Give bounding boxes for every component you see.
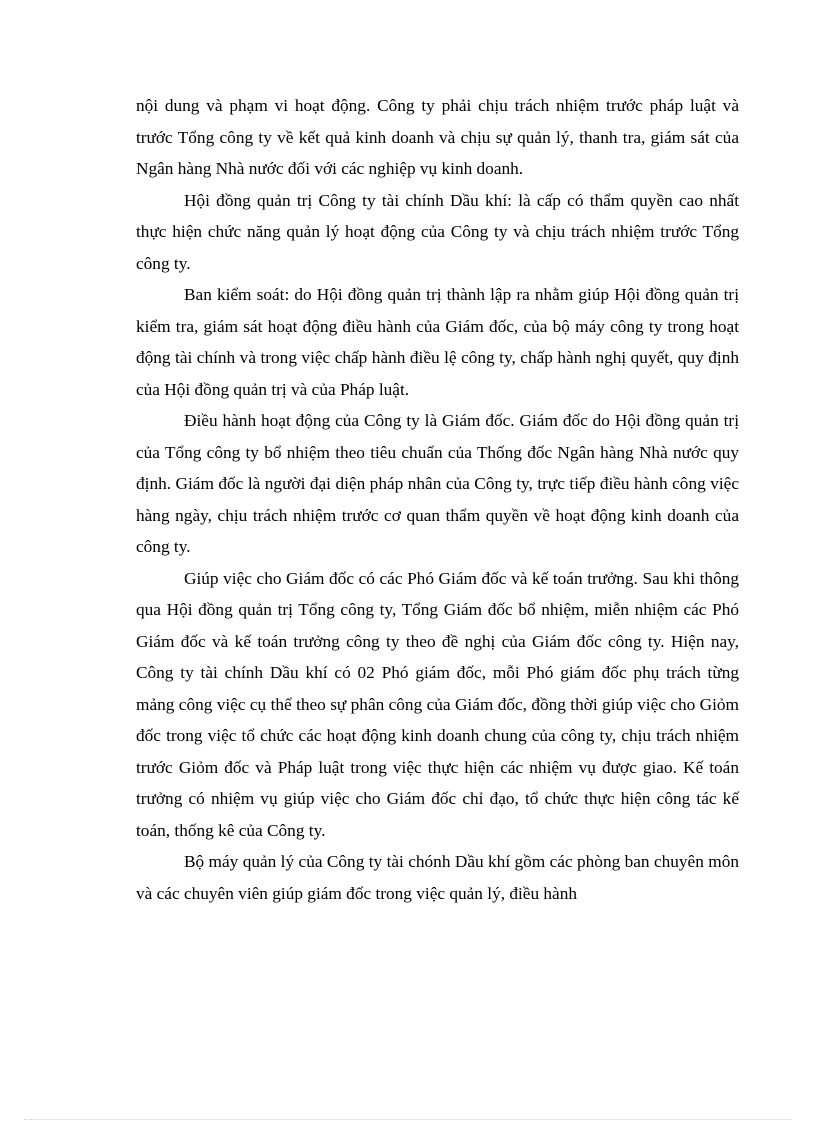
page-bottom-divider — [24, 1119, 792, 1120]
paragraph-management-apparatus: Bộ máy quản lý của Công ty tài chónh Dầu khí gồm các phòng ban chuyên môn và các chuyên viên giúp giám đốc trong việc quản lý, điều hành — [136, 852, 739, 903]
paragraph-director: Điều hành hoạt động của Công ty là Giám đốc. Giám đốc do Hội đồng quản trị của Tổng công ty bổ nhiệm theo tiêu chuẩn của Thống đốc Ngân hàng Nhà nước quy định. Giám đốc là người đại diện pháp nhân của Công ty, trực tiếp điều hành công việc hàng ngày, chịu trách nhiệm trước cơ quan thẩm quyền về hoạt động kinh doanh của công ty. — [136, 411, 739, 556]
paragraph-continuation: nội dung và phạm vi hoạt động. Công ty phải chịu trách nhiệm trước pháp luật và trước Tổng công ty về kết quả kinh doanh và chịu sự quản lý, thanh tra, giám sát của Ngân hàng Nhà nước đối với các nghiệp vụ kinh doanh. — [136, 96, 739, 178]
paragraph-deputy-directors: Giúp việc cho Giám đốc có các Phó Giám đốc và kế toán trưởng. Sau khi thông qua Hội đồng quản trị Tổng công ty, Tổng Giám đốc bổ nhiệm, miễn nhiệm các Phó Giám đốc và kế toán trưởng công ty theo đề nghị của Giám đốc công ty. Hiện nay, Công ty tài chính Dầu khí có 02 Phó giám đốc, mỗi Phó giám đốc phụ trách từng mảng công việc cụ thể theo sự phân công của Giám đốc, đồng thời giúp việc cho Giỏm đốc trong việc tổ chức các hoạt động kinh doanh chung của công ty, chịu trách nhiệm trước Giỏm đốc và Pháp luật trong việc thực hiện các nhiệm vụ được giao. Kế toán trưởng có nhiệm vụ giúp việc cho Giám đốc chỉ đạo, tổ chức thực hiện công tác kế toán, thống kê của Công ty. — [136, 568, 739, 840]
paragraph-supervisory-board: Ban kiểm soát: do Hội đồng quản trị thành lập ra nhằm giúp Hội đồng quản trị kiểm tra, giám sát hoạt động điều hành của Giám đốc, của bộ máy công ty trong hoạt động tài chính và trong việc chấp hành điều lệ công ty, chấp hành nghị quyết, quy định của Hội đồng quản trị và của Pháp luật. — [136, 285, 739, 399]
paragraph-board-of-directors: Hội đồng quản trị Công ty tài chính Dầu khí: là cấp có thẩm quyền cao nhất thực hiện chức năng quản lý hoạt động của Công ty và chịu trách nhiệm trước Tổng công ty. — [136, 190, 739, 273]
document-body — [136, 90, 739, 909]
